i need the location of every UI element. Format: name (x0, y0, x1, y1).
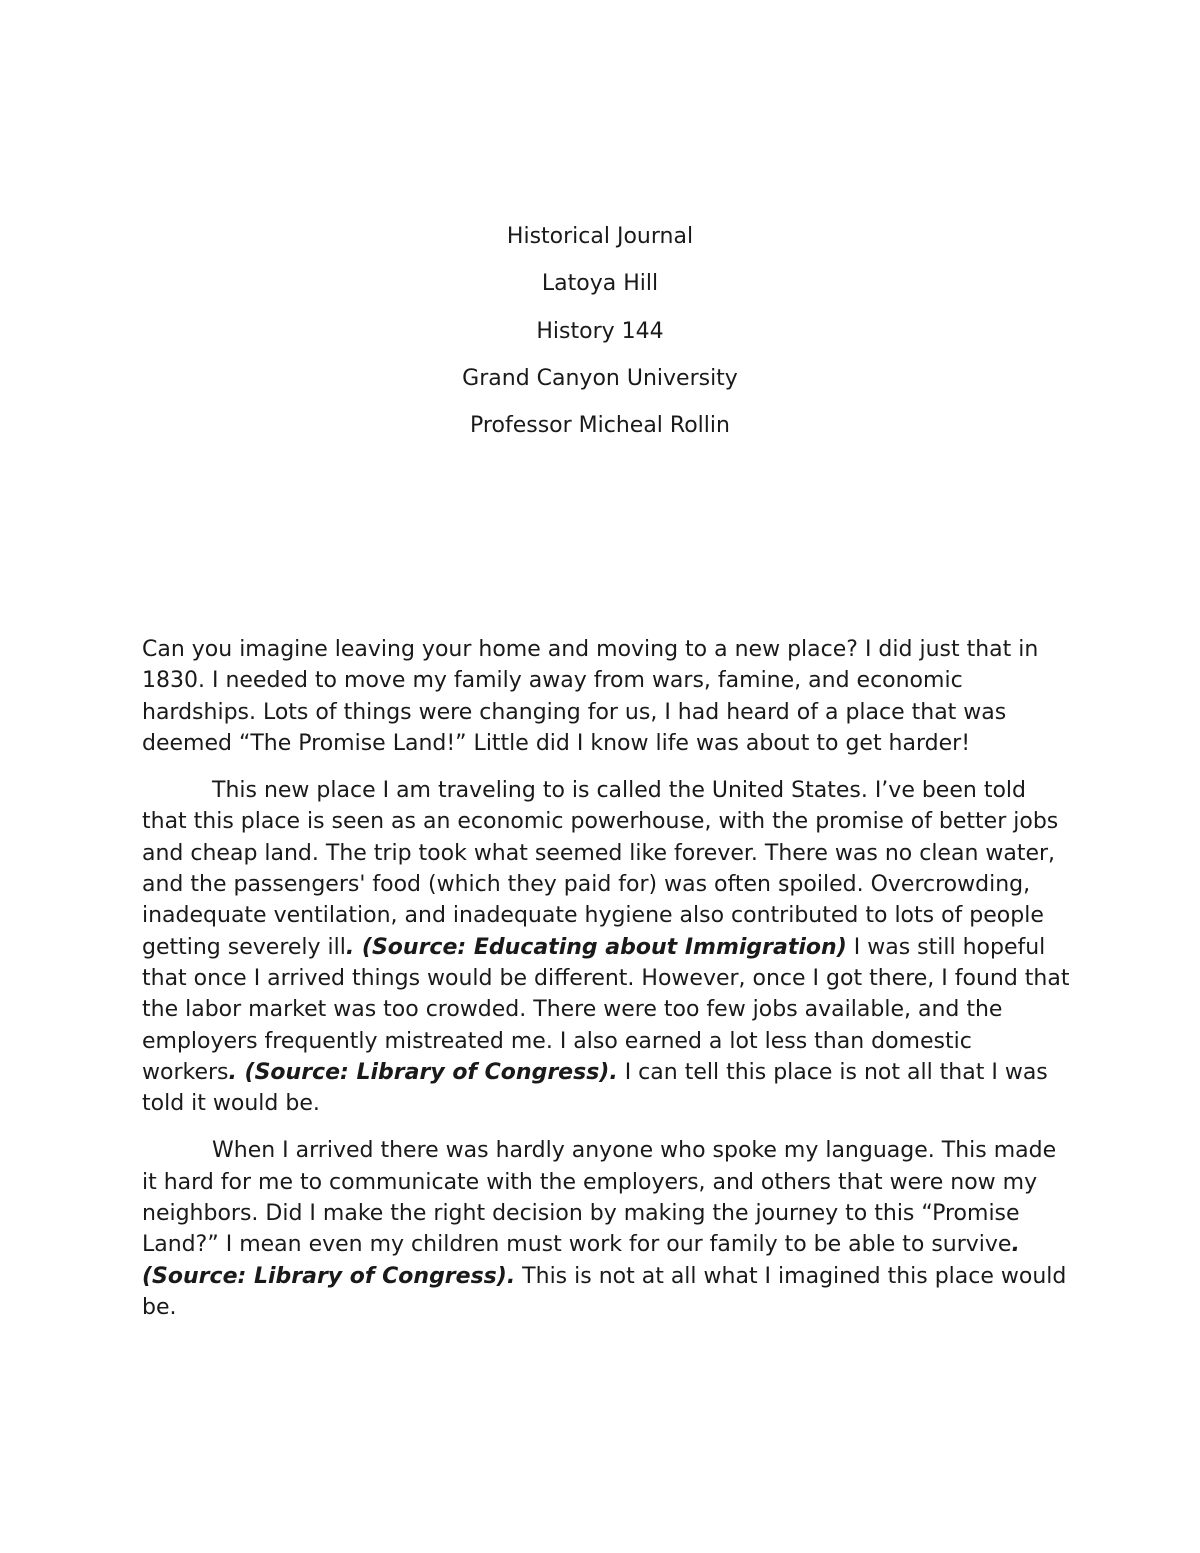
course-name: History 144 (536, 318, 664, 344)
professor-name: Professor Micheal Rollin (470, 413, 730, 439)
paragraph-text: I can tell this place is not all that I was told it would be. (142, 1059, 1048, 1117)
paragraph-text: This is not at all what I imagined this place would be. (142, 1263, 1067, 1320)
source-citation: . (Source: Library of Congress). (228, 1059, 618, 1085)
source-citation: . (Source: Educating about Immigration) (345, 934, 847, 960)
paragraph-intro (142, 634, 1072, 759)
document-title: Historical Journal (506, 224, 694, 249)
paragraph-text: I was still hopeful that once I arrived things would be different. However, once I got there, I found that the labor market was too crowded. There were too few jobs available, and the employers frequently mistreated me. I also earned a lot less than domestic workers (142, 934, 1070, 1085)
paragraph-text: When I arrived there was hardly anyone who spoke my language. This made it hard for me to communicate with the employers, and others that were now my neighbors. Did I make the right decision by making the journey to this “Promise Land?” I mean even my children must work for our family to be able to survive (142, 1138, 1057, 1258)
paragraph-text: Can you imagine leaving your home and moving to a new place? I did just that in 1830. I needed to move my family away from wars, famine, and economic hardships. Lots of things were changing for us, I had heard of a place that was deemed “The Promise Land!” Little did I know life was about to get harder! (142, 637, 1039, 756)
source-citation: . (Source: Library of Congress). (142, 1232, 1020, 1289)
paragraph-text: This new place I am traveling to is called the United States. I’ve been told that this place is seen as an economic powerhouse, with the promise of better jobs and cheap land. The trip took what seemed like forever. There was no clean water, and the passengers' food (which they paid for) was often spoiled. Overcrowding, inadequate ventilation, and inadequate hygiene also contributed to lots of people getting severely ill (142, 778, 1059, 960)
school-name: Grand Canyon University (462, 365, 738, 391)
title-block (0, 222, 1200, 458)
paragraph-arrival (142, 1135, 1072, 1323)
author-name: Latoya Hill (541, 271, 659, 297)
document-body (142, 634, 1072, 1323)
paragraph-journey (142, 775, 1072, 1119)
